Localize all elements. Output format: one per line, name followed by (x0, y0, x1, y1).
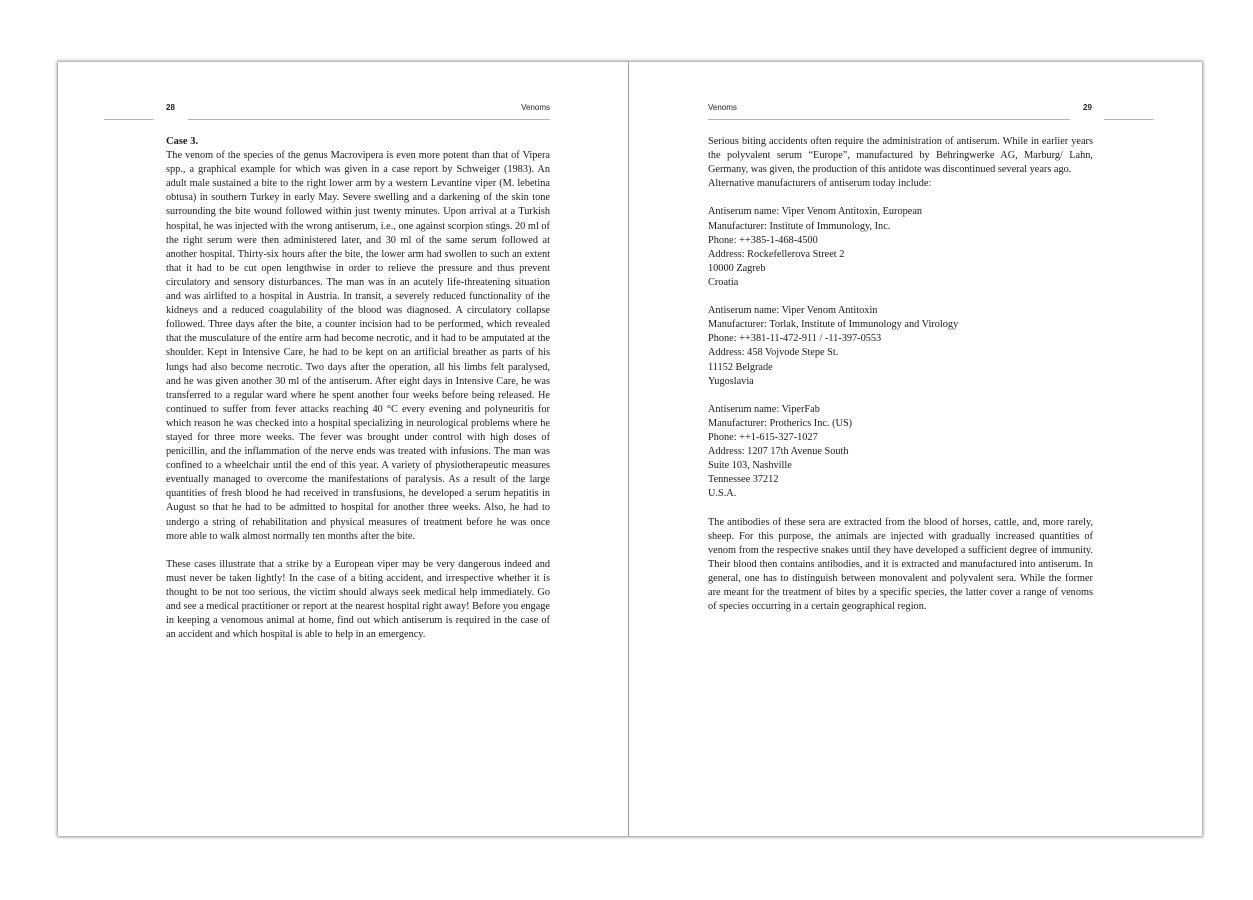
manufacturer-line: Phone: ++1-615-327-1027 (708, 431, 818, 443)
manufacturer-line: U.S.A. (708, 488, 737, 500)
manufacturer-line: Croatia (708, 276, 739, 288)
manufacturer-entry (708, 403, 1093, 502)
right-header-rule-outer (1104, 119, 1154, 120)
manufacturer-line: Manufacturer: Institute of Immunology, Inc. (708, 220, 891, 232)
manufacturer-line: 11152 Belgrade (708, 361, 773, 373)
manufacturer-line: Suite 103, Nashville (708, 460, 792, 472)
right-page-number: 29 (1083, 103, 1092, 112)
manufacturer-line: Tennessee 37212 (708, 474, 779, 486)
antibodies-paragraph: The antibodies of these sera are extracted from the blood of horses, cattle, and, more rarely, sheep. For this purpose, the animals are injected with gradually increased quantities of venom from the respective snakes until they have developed a sufficient degree of immunity. Their blood then contains antibodies, and it is extracted and manufactured into antiserum. In general, one has to distinguish between monovalent and polyvalent sera. While the former are meant for the treatment of bites by a specific species, the latter cover a range of venoms of species occurring in a certain geographical region. (708, 516, 1093, 613)
left-header-rule (188, 119, 550, 120)
manufacturer-entry (708, 205, 1093, 290)
right-header-rule (708, 119, 1070, 120)
left-page-number: 28 (166, 103, 175, 112)
manufacturer-line: Antiserum name: Viper Venom Antitoxin (708, 305, 878, 317)
manufacturer-line: Address: Rockefellerova Street 2 (708, 248, 845, 260)
case-paragraph: The venom of the species of the genus Macrovipera is even more potent than that of Vipera spp., a graphical example for which was given in a case report by Schweiger (1983). An adult male sustained a bite to the right lower arm by a western Levantine viper (M. lebetina obtusa) in southern Turkey in early May. Severe swelling and a darkening of the skin tone surrounding the bite wound followed within just twenty minutes. Upon arrival at a Turkish hospital, he was injected with the wrong antiserum, i.e., one against scorpion stings. 20 ml of the right serum were then administered later, and 30 ml of the same serum followed at another hospital. Thirty-six hours after the bite, the lower arm had swollen to such an extent that it had to be cut open lengthwise in order to relieve the pressure and thus prevent circulatory and sensory disturbances. The man was in an acutely life-threatening situation and was airlifted to a hospital in Austria. In transit, a severely reduced functionality of the kidneys and a reduced coagulability of the blood was diagnosed. A circulatory collapse followed. Three days after the bite, a counter incision had to be performed, which revealed that the musculature of the entire arm had become necrotic, and it had to be amputated at the shoulder. Kept in Intensive Care, he had to be kept on an artificial breather as parts of his lungs had also become necrotic. Two days after the operation, all his limbs felt paralysed, and he was given another 30 ml of the antiserum. After eight days in Intensive Care, he was transferred to a regular ward where he spent another four weeks before being released. He continued to suffer from fever attacks reaching 40 °C every evening and polyneuritis for which reason he was checked into a hospital specializing in neurological problems where he stayed for three more weeks. The fever was brought under control with high doses of penicillin, and the inflammation of the nerve ends was treated with infusions. The man was confined to a wheelchair until the end of this year. A variety of physiotherapeutic measures eventually managed to overcome the manifestations of paralysis. As a result of the large quantities of fresh blood he had received in transfusions, he developed a serum hepatitis in August so that he had to be admitted to hospital for another three weeks. Also, he had to undergo a string of rehabilitation and physical measures of treatment before he was once more able to walk almost normally ten months after the bite. (166, 150, 550, 542)
left-running-head: Venoms (521, 103, 550, 112)
manufacturer-line: 10000 Zagreb (708, 262, 766, 274)
right-page (629, 62, 1202, 836)
case-heading: Case 3. (166, 136, 199, 147)
manufacturer-line: Address: 1207 17th Avenue South (708, 446, 849, 458)
paragraph-gap (708, 501, 1093, 515)
book-spread (58, 62, 1202, 836)
left-body (166, 135, 550, 642)
manufacturer-line: Yugoslavia (708, 375, 754, 387)
paragraph-gap (708, 389, 1093, 403)
right-body (708, 135, 1093, 614)
manufacturer-line: Antiserum name: ViperFab (708, 403, 820, 415)
manufacturer-line: Phone: ++381-11-472-911 / -11-397-0553 (708, 333, 882, 345)
manufacturer-line: Manufacturer: Torlak, Institute of Immunology and Virology (708, 319, 959, 331)
antiserum-intro: Serious biting accidents often require the administration of antiserum. While in earlier years the polyvalent serum “Europe”, manufactured by Behringwerke AG, Marburg/ Lahn, Germany, was given, the production of this antidote was discontinued several years ago. (708, 136, 1093, 176)
warning-paragraph: These cases illustrate that a strike by a European viper may be very dangerous indeed and must never be taken lightly! In the case of a biting accident, and irrespective whether it is thought to be not too serious, the victim should always seek medical help immediately. Go and see a medical practitioner or report at the nearest hospital right away! Before you engage in keeping a venomous animal at home, find out which antiserum is required in the case of an accident and which hospital is able to help in an emergency. (166, 558, 550, 641)
left-page (58, 62, 628, 836)
paragraph-gap (708, 290, 1093, 304)
paragraph-gap (166, 544, 550, 558)
manufacturer-line: Antiserum name: Viper Venom Antitoxin, European (708, 206, 923, 218)
manufacturer-line: Address: 458 Vojvode Stepe St. (708, 347, 839, 359)
manufacturer-line: Manufacturer: Protherics Inc. (US) (708, 417, 853, 429)
antiserum-intro-2: Alternative manufacturers of antiserum today include: (708, 178, 932, 190)
paragraph-gap (708, 191, 1093, 205)
manufacturer-entry (708, 304, 1093, 389)
left-header-rule-outer (104, 119, 154, 120)
right-running-head: Venoms (708, 103, 737, 112)
manufacturer-line: Phone: ++385-1-468-4500 (708, 234, 818, 246)
